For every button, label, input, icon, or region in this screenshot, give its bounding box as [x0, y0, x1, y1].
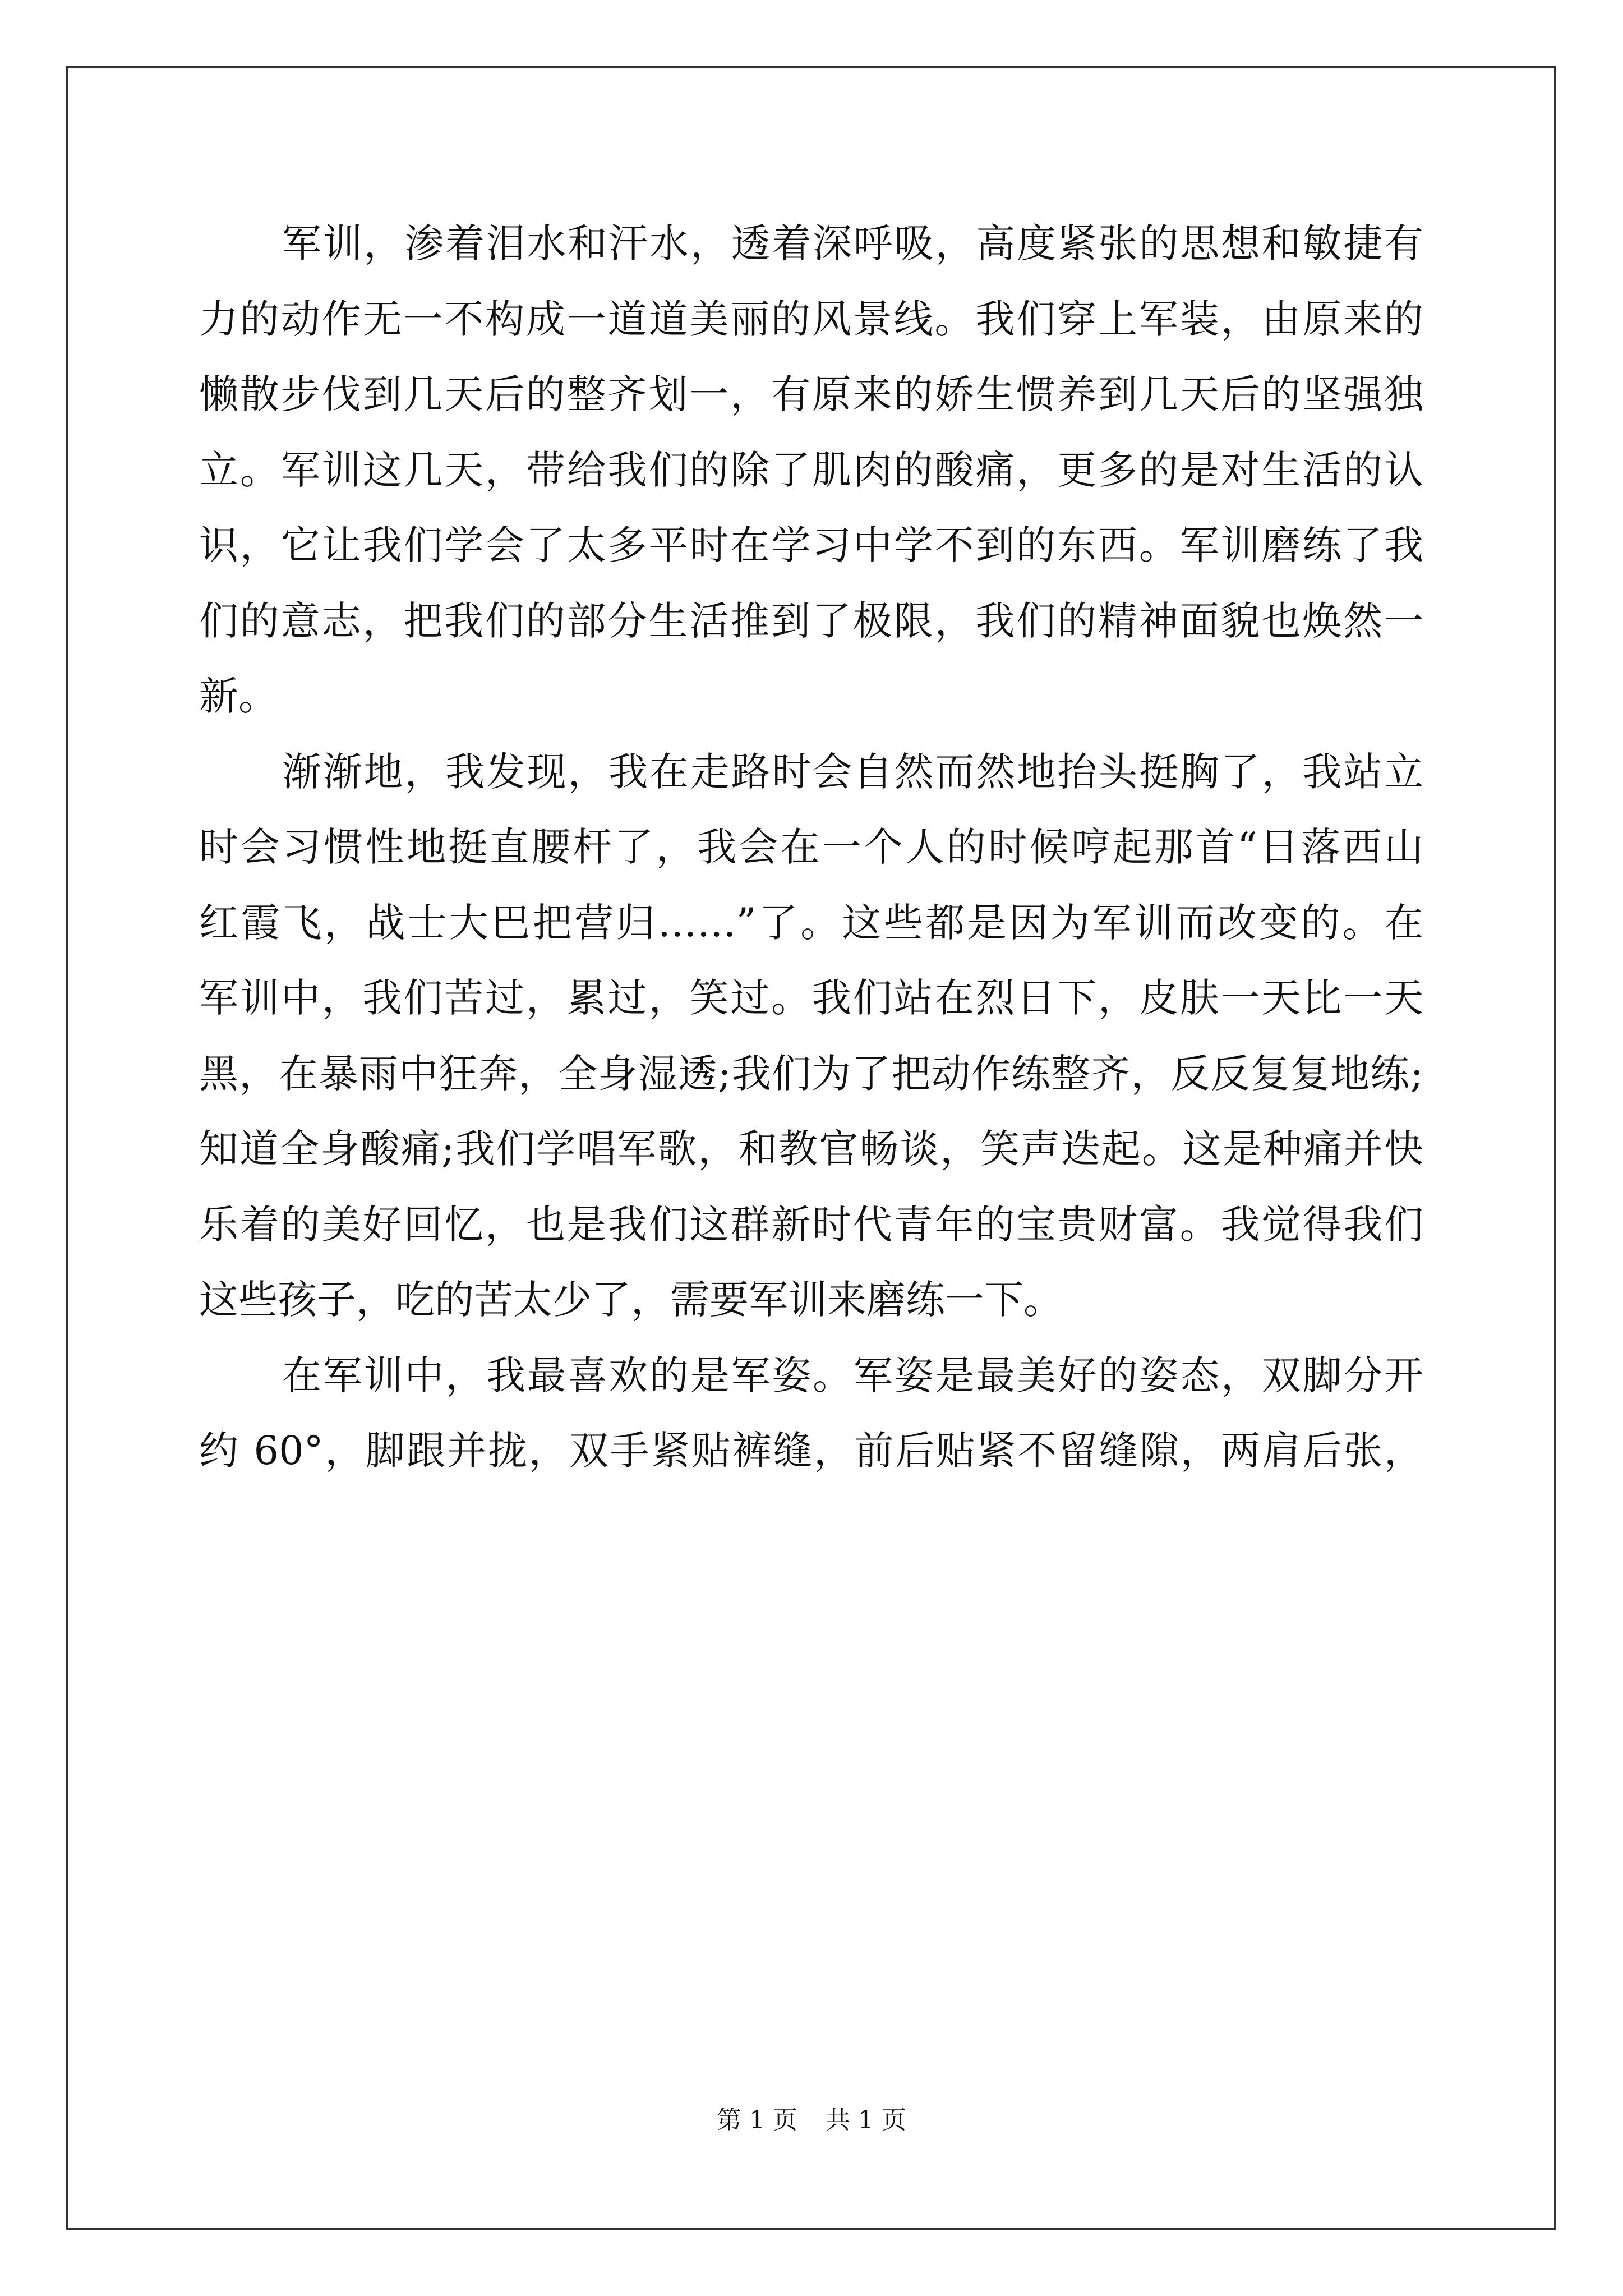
- paragraph-1-line-3: 懒散步伐到几天后的整齐划一，有原来的娇生惯养到几天后的坚强独: [199, 371, 1423, 417]
- paragraph-1-line-4: 立。军训这几天，带给我们的除了肌肉的酸痛，更多的是对生活的认: [199, 447, 1423, 493]
- paragraph-1-line-5: 识，它让我们学会了太多平时在学习中学不到的东西。军训磨练了我: [199, 522, 1423, 568]
- paragraph-2-line-5: 黑，在暴雨中狂奔，全身湿透;我们为了把动作练整齐，反反复复地练;: [199, 1050, 1423, 1097]
- paragraph-2-line-7: 乐着的美好回忆，也是我们这群新时代青年的宝贵财富。我觉得我们: [199, 1201, 1423, 1248]
- paragraph-1-line-1: 军训，渗着泪水和汗水，透着深呼吸，高度紧张的思想和敏捷有: [282, 220, 1423, 266]
- paragraph-1-line-6: 们的意志，把我们的部分生活推到了极限，我们的精神面貌也焕然一: [199, 597, 1423, 644]
- page-footer: [0, 2104, 1623, 2137]
- page-total: 共 1 页: [826, 2106, 906, 2134]
- paragraph-3-line-2: 约 60°，脚跟并拢，双手紧贴裤缝，前后贴紧不留缝隙，两肩后张，: [199, 1428, 1423, 1474]
- paragraph-2-line-2: 时会习惯性地挺直腰杆了，我会在一个人的时候哼起那首“日落西山: [199, 824, 1423, 870]
- paragraph-1-line-2: 力的动作无一不构成一道道美丽的风景线。我们穿上军装，由原来的: [199, 296, 1423, 342]
- paragraph-3-line-1: 在军训中，我最喜欢的是军姿。军姿是最美好的姿态，双脚分开: [282, 1352, 1423, 1398]
- paragraph-2-line-1: 渐渐地，我发现，我在走路时会自然而然地抬头挺胸了，我站立: [282, 748, 1423, 795]
- paragraph-2-line-6: 知道全身酸痛;我们学唱军歌，和教官畅谈，笑声迭起。这是种痛并快: [199, 1126, 1423, 1172]
- paragraph-2-line-3: 红霞飞，战士大巴把营归……”了。这些都是因为军训而改变的。在: [199, 899, 1423, 946]
- page-number: 第 1 页: [717, 2106, 797, 2134]
- paragraph-2-line-4: 军训中，我们苦过，累过，笑过。我们站在烈日下，皮肤一天比一天: [199, 975, 1423, 1021]
- paragraph-2-line-8: 这些孩子，吃的苦太少了，需要军训来磨练一下。: [199, 1277, 1063, 1323]
- paragraph-1-line-7: 新。: [199, 673, 278, 719]
- document-body: [199, 206, 1423, 1489]
